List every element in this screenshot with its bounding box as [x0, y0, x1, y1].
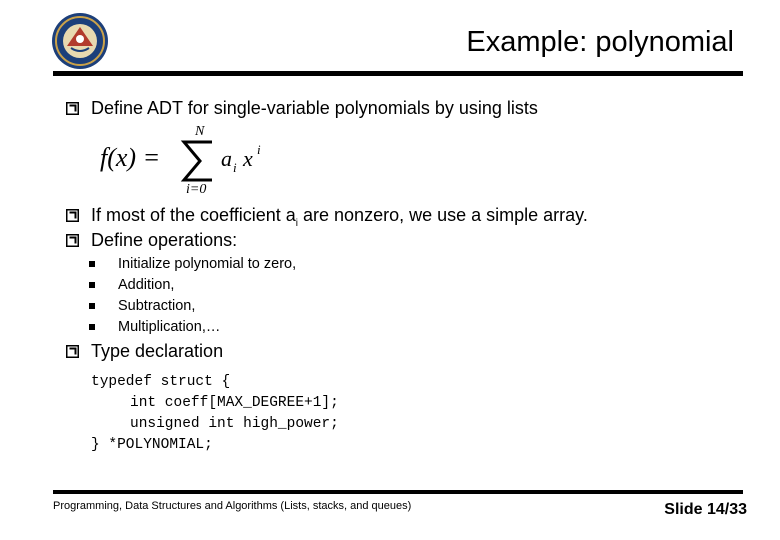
code-line-high-power: unsigned int high_power; [130, 416, 339, 432]
bullet-nonzero-coefficients [91, 204, 588, 230]
operation-subtraction: Subtraction, [118, 298, 196, 314]
slide-label: Slide [664, 501, 703, 518]
formula-coefficient-sub: i [233, 160, 237, 175]
code-line-coeff: int coeff[MAX_DEGREE+1]; [130, 395, 339, 411]
formula-exponent: i [257, 142, 261, 157]
sigma-symbol [184, 142, 212, 180]
slide-number [664, 500, 747, 520]
formula-upper-limit: N [195, 124, 205, 139]
square-bullet-icon [66, 345, 79, 358]
formula-lower-limit: i=0 [186, 182, 207, 197]
slide-title: Example: polynomial [466, 26, 734, 58]
code-line-closing: } *POLYNOMIAL; [91, 437, 213, 453]
operation-multiplication: Multiplication,… [118, 319, 221, 335]
small-square-bullet-icon [89, 282, 95, 288]
slide-count: 14/33 [706, 501, 747, 518]
small-square-bullet-icon [89, 261, 95, 267]
formula-lhs: f(x) = [100, 143, 161, 172]
footer-divider [53, 490, 743, 494]
square-bullet-icon [66, 234, 79, 247]
bullet-define-operations: Define operations: [91, 230, 238, 250]
small-square-bullet-icon [89, 324, 95, 330]
footer-course-title: Programming, Data Structures and Algorithms (Lists, stacks, and queues) [53, 500, 412, 512]
bullet-text-start: If most of the coefficient a [91, 205, 296, 225]
formula-variable: x [243, 146, 253, 171]
square-bullet-icon [66, 102, 79, 115]
formula-coefficient: a [221, 146, 232, 171]
bullet-text-end: are nonzero, we use a simple array. [298, 205, 588, 225]
bullet-define-adt: Define ADT for single-variable polynomials by using lists [91, 98, 538, 118]
university-seal-icon [51, 12, 109, 70]
bullet-type-declaration: Type declaration [91, 341, 224, 361]
title-divider [53, 71, 743, 76]
operation-addition: Addition, [118, 277, 175, 293]
polynomial-formula [100, 120, 270, 198]
coefficient-subscript: i [295, 218, 299, 229]
code-line-typedef: typedef struct { [91, 374, 231, 390]
operation-initialize: Initialize polynomial to zero, [118, 256, 297, 272]
square-bullet-icon [66, 209, 79, 222]
small-square-bullet-icon [89, 303, 95, 309]
